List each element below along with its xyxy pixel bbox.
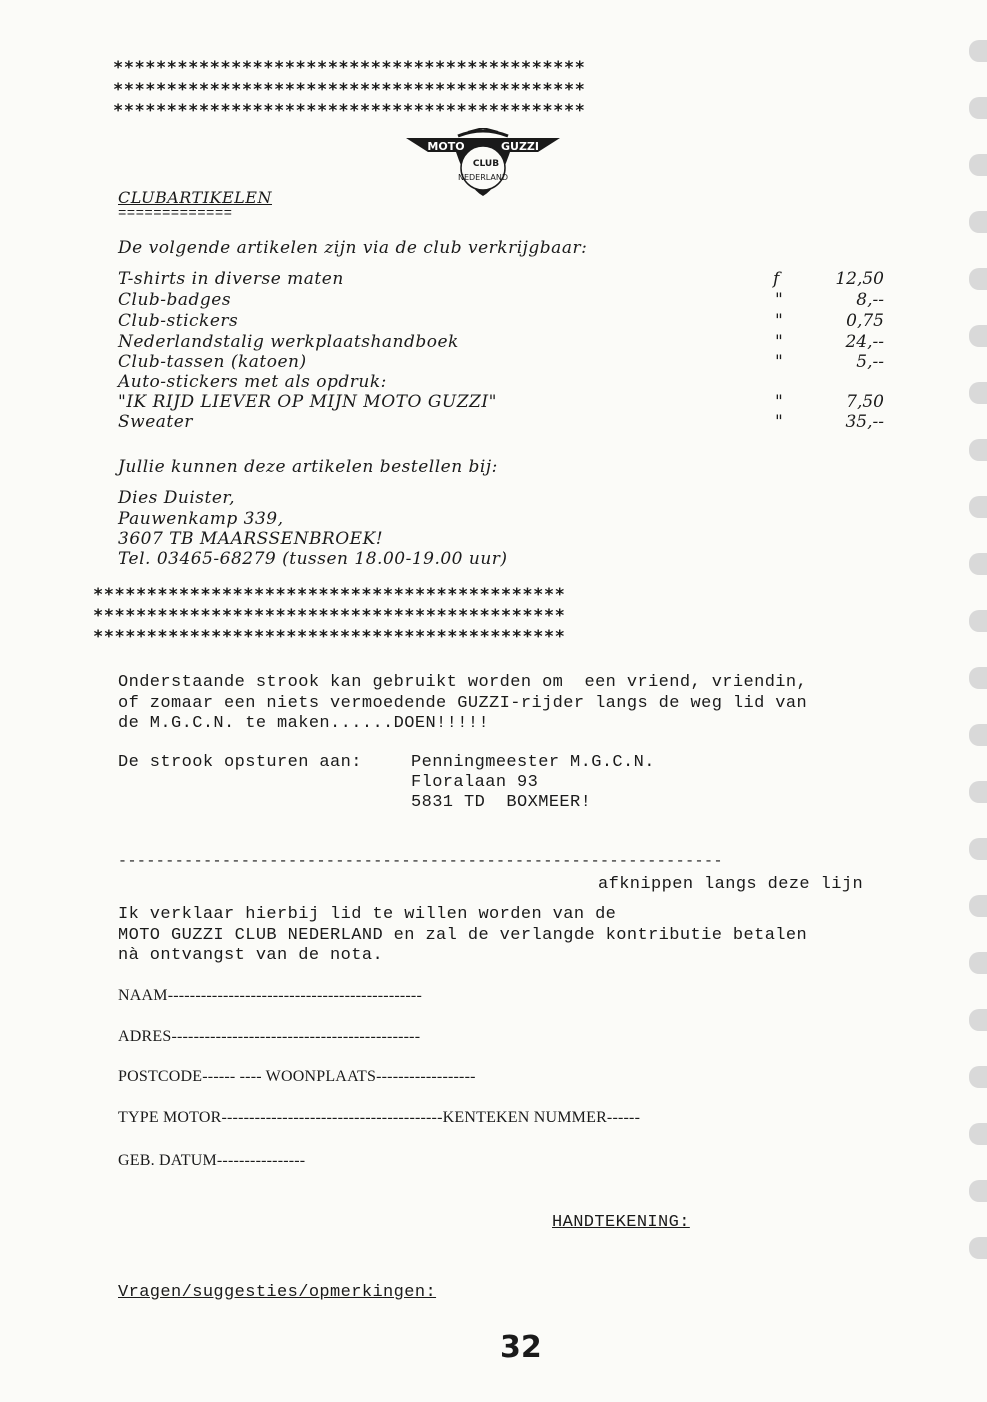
item-price: 5,--: [856, 352, 884, 372]
binder-hole: [969, 1180, 987, 1202]
declaration-line: MOTO GUZZI CLUB NEDERLAND en zal de verlangde kontributie betalen: [118, 926, 808, 945]
geb-datum-field[interactable]: GEB. DATUM----------------: [118, 1152, 306, 1169]
binder-holes: [965, 40, 987, 1294]
star-border-mid-1: ********************************************: [93, 585, 566, 605]
order-line: Jullie kunnen deze artikelen bestellen bij:: [118, 457, 498, 477]
item-label: Nederlandstalig werkplaatshandboek: [118, 332, 459, 352]
binder-hole: [969, 724, 987, 746]
item-label: T-shirts in diverse maten: [118, 269, 344, 289]
item-price: 8,--: [856, 290, 884, 310]
remarks-label: Vragen/suggesties/opmerkingen:: [118, 1283, 437, 1302]
binder-hole: [969, 610, 987, 632]
section-heading: CLUBARTIKELEN: [118, 188, 272, 207]
ditto-mark: ": [775, 412, 784, 432]
star-border-top-2: ********************************************: [113, 80, 586, 100]
declaration-line: nà ontvangst van de nota.: [118, 946, 384, 965]
intro-text: De volgende artikelen zijn via de club verkrijgbaar:: [118, 238, 588, 258]
binder-hole: [969, 154, 987, 176]
star-border-mid-3: ********************************************: [93, 627, 566, 647]
logo-nederland-text: NEDERLAND: [457, 173, 509, 182]
binder-hole: [969, 268, 987, 290]
address-line: Dies Duister,: [118, 488, 236, 508]
item-label: Club-stickers: [118, 311, 239, 331]
binder-hole: [969, 1123, 987, 1145]
item-price: 7,50: [846, 392, 884, 412]
paragraph-line: de M.G.C.N. te maken......DOEN!!!!!: [118, 714, 490, 733]
address-line: Pauwenkamp 339,: [118, 509, 284, 529]
binder-hole: [969, 496, 987, 518]
binder-hole: [969, 781, 987, 803]
binder-hole: [969, 211, 987, 233]
binder-hole: [969, 553, 987, 575]
item-price: 0,75: [846, 311, 884, 331]
star-border-mid-2: ********************************************: [93, 606, 566, 626]
binder-hole: [969, 97, 987, 119]
item-label: Club-tassen (katoen): [118, 352, 307, 372]
star-border-top-3: ********************************************: [113, 101, 586, 121]
signature-label: HANDTEKENING:: [552, 1213, 690, 1232]
binder-hole: [969, 1237, 987, 1259]
logo-moto-text: MOTO: [427, 140, 465, 153]
send-address-line: Penningmeester M.G.C.N.: [411, 753, 655, 772]
ditto-mark: ": [775, 290, 784, 310]
type-motor-kenteken-field[interactable]: TYPE MOTOR----------------------------------------KENTEKEN NUMMER------: [118, 1109, 641, 1126]
binder-hole: [969, 667, 987, 689]
address-line: Tel. 03465-68279 (tussen 18.00-19.00 uur): [118, 549, 508, 569]
paragraph-line: of zomaar een niets vermoedende GUZZI-rijder langs de weg lid van: [118, 694, 808, 713]
binder-hole: [969, 325, 987, 347]
cut-line: ----------------------------------------------------------------: [118, 853, 723, 870]
binder-hole: [969, 1066, 987, 1088]
item-price: 12,50: [835, 269, 884, 289]
binder-hole: [969, 952, 987, 974]
item-label: Club-badges: [118, 290, 232, 310]
address-line: 3607 TB MAARSSENBROEK!: [118, 529, 384, 549]
binder-hole: [969, 1009, 987, 1031]
item-label: Sweater: [118, 412, 193, 432]
binder-hole: [969, 382, 987, 404]
binder-hole: [969, 838, 987, 860]
item-price: 24,--: [845, 332, 884, 352]
adres-field[interactable]: ADRES---------------------------------------------: [118, 1028, 421, 1045]
logo-club-text: CLUB: [472, 159, 500, 169]
item-price: 35,--: [845, 412, 884, 432]
send-address-line: 5831 TD BOXMEER!: [411, 793, 592, 812]
postcode-woonplaats-field[interactable]: POSTCODE------ ---- WOONPLAATS------------------: [118, 1068, 476, 1085]
cut-label: afknippen langs deze lijn: [598, 875, 864, 894]
binder-hole: [969, 895, 987, 917]
ditto-mark: ": [775, 332, 784, 352]
send-address-line: Floralaan 93: [411, 773, 539, 792]
send-label: De strook opsturen aan:: [118, 753, 362, 772]
item-label: "IK RIJD LIEVER OP MIJN MOTO GUZZI": [118, 392, 497, 412]
logo-guzzi-text: GUZZI: [500, 140, 540, 153]
page-number: 32: [500, 1330, 542, 1365]
item-label: Auto-stickers met als opdruk:: [118, 372, 387, 392]
currency-mark: f: [773, 269, 780, 289]
star-border-top-1: ********************************************: [113, 58, 586, 78]
binder-hole: [969, 439, 987, 461]
binder-hole: [969, 40, 987, 62]
moto-guzzi-logo: [398, 128, 568, 203]
declaration-line: Ik verklaar hierbij lid te willen worden van de: [118, 905, 617, 924]
paragraph-line: Onderstaande strook kan gebruikt worden om een vriend, vriendin,: [118, 673, 808, 692]
heading-double-rule: =============: [118, 206, 233, 222]
ditto-mark: ": [775, 311, 784, 331]
naam-field[interactable]: NAAM----------------------------------------------: [118, 987, 422, 1004]
ditto-mark: ": [775, 352, 784, 372]
ditto-mark: ": [775, 392, 784, 412]
